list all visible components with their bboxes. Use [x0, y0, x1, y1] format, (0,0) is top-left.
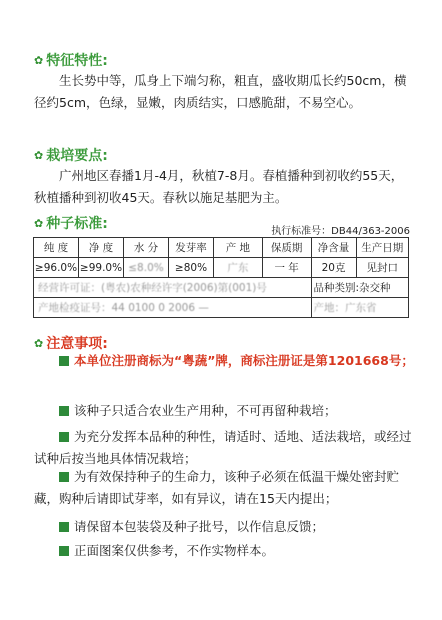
note-text: 正面图案仅供参考，不作实物样本。: [74, 543, 275, 558]
standard-heading: [34, 213, 108, 233]
note-item: [34, 350, 414, 372]
header-shelf-life: 保质期: [262, 238, 311, 258]
header-moisture: 水 分: [124, 238, 169, 258]
square-bullet-icon: [59, 356, 69, 366]
note-item: [34, 400, 414, 422]
value-cleanliness: ≥99.0%: [79, 258, 124, 278]
note-text: 为有效保持种子的生命力，该种子必须在低温干燥处密封贮藏，购种后请即试芽率，如有异议，请在15天内提出；: [34, 469, 400, 506]
note-text: 本单位注册商标为“粤蔬”牌，商标注册证是第1201668号；: [74, 353, 414, 368]
origin-text: 产地：广东省: [313, 302, 377, 314]
cultivation-text: 广州地区春播1月-4月，秋植7-8月。春植播种到初收约55天，秋植播种到初收45天。春秋以施足基肥为主。: [34, 168, 404, 205]
standard-number: 执行标准号：DB44/363-2006: [271, 226, 410, 237]
header-cleanliness: 净 度: [79, 238, 124, 258]
variety-cell: [311, 278, 409, 298]
cultivation-title: 栽培要点:: [46, 148, 108, 164]
flower-icon: ✿: [34, 216, 44, 230]
note-item: [34, 516, 414, 538]
flower-icon: ✿: [34, 148, 44, 162]
value-germination: ≥80%: [169, 258, 214, 278]
square-bullet-icon: [59, 472, 69, 482]
square-bullet-icon: [59, 546, 69, 556]
quarantine-text: 产地检疫证号：44 0100 0 2006 —: [38, 302, 209, 314]
note-text: 该种子只适合农业生产用种，不可再留种栽培；: [74, 403, 337, 418]
traits-text: 生长势中等，瓜身上下端匀称，粗直，盛收期瓜长约50cm，横径约5cm，色绿，显嫩，肉质结实，口感脆甜，不易空心。: [34, 73, 407, 110]
square-bullet-icon: [59, 406, 69, 416]
note-item: [34, 466, 414, 510]
note-item: [34, 426, 414, 470]
value-net-weight: 20克: [311, 258, 356, 278]
cultivation-body: [34, 165, 414, 209]
table-value-row: [34, 258, 409, 278]
note-item: [34, 540, 414, 562]
watermark-overlay: [130, 283, 310, 323]
header-germination: 发芽率: [169, 238, 214, 258]
header-production-date: 生产日期: [356, 238, 409, 258]
standard-title: 种子标准:: [46, 216, 108, 232]
note-text: 请保留本包装袋及种子批号，以作信息反馈；: [74, 519, 325, 534]
note-text: 为充分发挥本品种的种性，请适时、适地、适法栽培，或经过试种后按当地具体情况栽培；: [34, 429, 412, 466]
traits-body: [34, 70, 414, 114]
traits-heading: [34, 50, 108, 70]
traits-title: 特征特性:: [46, 53, 108, 69]
square-bullet-icon: [59, 522, 69, 532]
header-origin: 产 地: [214, 238, 263, 258]
origin-cell: [311, 298, 409, 318]
flower-icon: ✿: [34, 336, 44, 350]
value-purity: ≥96.0%: [34, 258, 79, 278]
value-production-date: 见封口: [356, 258, 409, 278]
value-shelf-life: 一 年: [262, 258, 311, 278]
header-net-weight: 净含量: [311, 238, 356, 258]
flower-icon: ✿: [34, 53, 44, 67]
table-header-row: [34, 238, 409, 258]
value-origin: 广东: [214, 258, 263, 278]
cultivation-heading: [34, 145, 108, 165]
value-moisture: ≤8.0%: [124, 258, 169, 278]
square-bullet-icon: [59, 432, 69, 442]
variety-text: 品种类别:杂交种: [313, 282, 391, 294]
notes-title: 注意事项:: [46, 336, 108, 352]
license-text: 经营许可证：(粤农)农种经许字(2006)第(001)号: [38, 282, 267, 294]
header-purity: 纯 度: [34, 238, 79, 258]
